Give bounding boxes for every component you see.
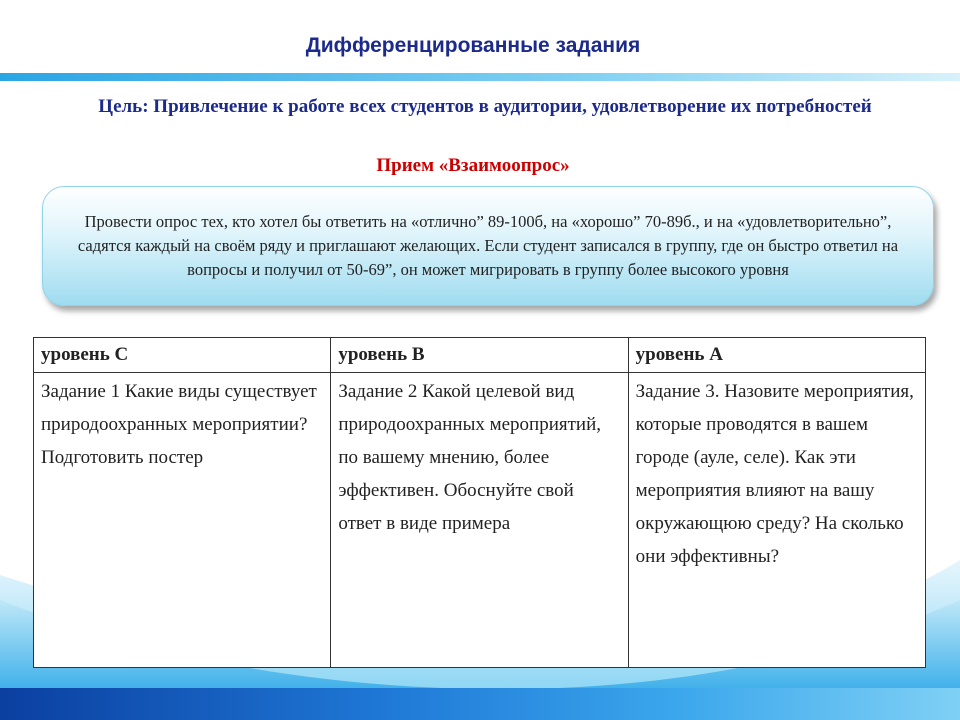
- task-level-a: Задание 3. Назовите мероприятия, которые проводятся в вашем городе (ауле, селе). Как эти мероприятия влияют на вашу окружающюю среду? На сколько они эффективны?: [628, 373, 925, 668]
- header-level-a: уровень А: [628, 338, 925, 373]
- header-level-b: уровень В: [331, 338, 628, 373]
- table-row: [34, 373, 926, 668]
- header-level-c: уровень С: [34, 338, 331, 373]
- instruction-callout: [42, 186, 934, 306]
- instruction-text: Провести опрос тех, кто хотел бы ответить на «отлично” 89-100б, на «хорошо” 70-89б., и на «удовлетворительно”, садятся каждый на своём ряду и приглашают желающих. Если студент записался в группу, где он быстро ответил на вопросы и получил от 50-69”, он может мигрировать в группу более высокого уровня: [77, 212, 899, 279]
- task-level-b: Задание 2 Какой целевой вид природоохранных мероприятий, по вашему мнению, более эффективен. Обоснуйте свой ответ в виде примера: [331, 373, 628, 668]
- levels-table: [33, 337, 926, 668]
- bottom-bar: [0, 688, 960, 720]
- goal-text: Цель: Привлечение к работе всех студентов в аудитории, удовлетворение их потребностей: [98, 96, 872, 117]
- slide-title: Дифференцированные задания: [305, 34, 641, 57]
- table-header-row: [34, 338, 926, 373]
- task-level-c: Задание 1 Какие виды существует природоохранных мероприятии? Подготовить постер: [34, 373, 331, 668]
- technique-label: Прием «Взаимоопрос»: [376, 155, 570, 176]
